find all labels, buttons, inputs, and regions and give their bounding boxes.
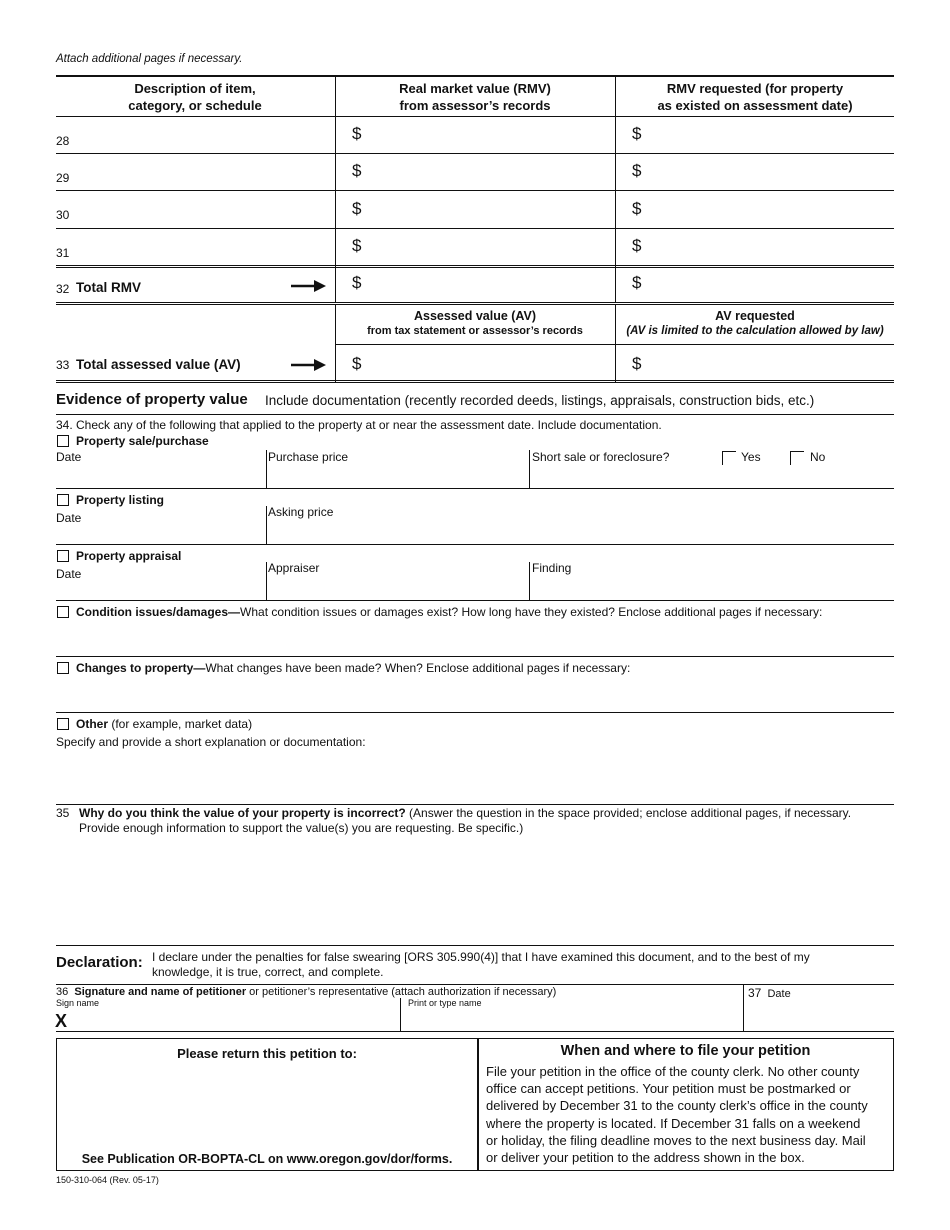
no-label: No <box>810 450 826 464</box>
finding-label: Finding <box>532 561 572 575</box>
right-arrow-icon <box>291 279 327 293</box>
changes-question: What changes have been made? When? Enclose additional pages if necessary: <box>205 661 631 675</box>
row-rule <box>56 302 894 303</box>
short-sale-no-checkbox[interactable] <box>790 451 804 465</box>
q35-line2: Provide enough information to support the value(s) you are requesting. Be specific.) <box>79 821 524 835</box>
changes-to-property-text <box>76 661 630 675</box>
total-rmv-field[interactable] <box>368 269 608 301</box>
field-divider <box>529 450 530 488</box>
date-field[interactable] <box>748 1002 890 1030</box>
row-28-rmv-field[interactable] <box>368 118 608 152</box>
field-divider <box>743 985 744 1031</box>
other-checkbox[interactable] <box>57 718 69 730</box>
file-box-line: delivered by December 31 to the county clerk’s office in the county <box>486 1098 868 1114</box>
total-rmv-label: Total RMV <box>76 280 141 295</box>
sign-x-mark: X <box>55 1011 68 1031</box>
row-28-rmv-requested-field[interactable] <box>648 118 888 152</box>
attach-note: Attach additional pages if necessary. <box>56 53 243 65</box>
right-arrow-icon <box>291 358 327 372</box>
av-header-rule <box>336 344 894 345</box>
signature-label: Signature and name of petitioner <box>74 986 247 998</box>
file-box-line: office can accept petitions. Your petition must be postmarked or <box>486 1081 851 1097</box>
row-29-rmv-field[interactable] <box>368 155 608 189</box>
property-sale-checkbox[interactable] <box>57 435 69 447</box>
other-example: (for example, market data) <box>108 717 253 731</box>
row-rule <box>56 190 894 191</box>
row-31-description-field[interactable] <box>80 230 330 264</box>
declaration-text-2: knowledge, it is true, correct, and complete. <box>152 965 384 979</box>
row-number: 32 <box>56 282 70 296</box>
file-box-title: When and where to file your petition <box>560 1043 811 1059</box>
condition-issues-question: What condition issues or damages exist? How long have they existed? Enclose additional pages if necessary: <box>240 605 823 619</box>
evidence-title: Evidence of property value <box>56 391 248 408</box>
purchase-price-label: Purchase price <box>268 450 349 464</box>
col-rmv-header <box>336 80 614 114</box>
file-box-line: or holiday, the filing deadline moves to the next business day. Mail <box>486 1132 866 1148</box>
other-text <box>76 717 252 731</box>
file-box-line: or deliver your petition to the address shown in the box. <box>486 1150 805 1166</box>
row-rule <box>56 116 894 117</box>
appraiser-field[interactable] <box>270 576 525 598</box>
q35-answer-field[interactable] <box>56 840 894 940</box>
section-rule <box>56 544 894 545</box>
currency-symbol: $ <box>352 161 362 180</box>
row-31-rmv-field[interactable] <box>368 230 608 264</box>
file-box-text <box>486 1063 888 1166</box>
file-box-line: File your petition in the office of the county clerk. No other county <box>486 1064 860 1079</box>
yes-label: Yes <box>741 450 761 464</box>
return-address-field[interactable] <box>70 1066 465 1146</box>
condition-issues-text <box>76 605 822 619</box>
file-box-line: where the property is located. If December 31 falls on a weekend <box>486 1115 861 1131</box>
condition-issues-field[interactable] <box>56 622 894 654</box>
total-av-field[interactable] <box>368 347 608 379</box>
col1-header-line1: Description of item, <box>134 81 256 96</box>
row-rule <box>56 382 894 383</box>
section-rule <box>56 600 894 601</box>
listing-date-label: Date <box>56 511 82 525</box>
row-rule <box>56 153 894 154</box>
row-number: 33 <box>56 358 70 372</box>
sale-date-label: Date <box>56 450 82 464</box>
condition-issues-checkbox[interactable] <box>57 606 69 618</box>
row-30-description-field[interactable] <box>80 192 330 226</box>
form-number: 150-310-064 (Rev. 05-17) <box>56 1175 159 1185</box>
signature-text <box>56 986 556 998</box>
table-top-rule <box>56 75 894 77</box>
other-field[interactable] <box>56 752 894 802</box>
row-28-description-field[interactable] <box>80 118 330 152</box>
field-divider <box>529 562 530 600</box>
currency-symbol: $ <box>352 273 362 292</box>
row-30-rmv-requested-field[interactable] <box>648 192 888 226</box>
av-header-title: Assessed value (AV) <box>413 309 537 323</box>
field-divider <box>400 998 401 1031</box>
changes-label: Changes to property— <box>76 661 206 675</box>
section-rule <box>56 414 894 415</box>
row-rule <box>56 267 894 268</box>
currency-symbol: $ <box>352 124 362 143</box>
other-specify: Specify and provide a short explanation or documentation: <box>56 735 366 749</box>
col3-header-line2: as existed on assessment date) <box>657 98 853 113</box>
property-listing-label: Property listing <box>76 493 165 507</box>
q35-paren: (Answer the question in the space provided; enclose additional pages, if necessary. <box>405 806 852 820</box>
date-label: Date <box>767 988 791 1000</box>
changes-to-property-field[interactable] <box>56 678 894 710</box>
condition-issues-label: Condition issues/damages— <box>76 605 241 619</box>
short-sale-yes-checkbox[interactable] <box>722 451 736 465</box>
currency-symbol: $ <box>632 161 642 180</box>
changes-to-property-checkbox[interactable] <box>57 662 69 674</box>
col2-header-line2: from assessor’s records <box>399 98 551 113</box>
appraisal-date-field[interactable] <box>56 580 261 598</box>
col-description-header <box>56 80 334 114</box>
q35-number: 35 <box>56 806 70 820</box>
col-rmv-requested-header <box>616 80 894 114</box>
av-requested-sub: (AV is limited to the calculation allowed by law) <box>626 325 884 337</box>
section-rule <box>56 945 894 946</box>
print-name-label: Print or type name <box>408 998 482 1008</box>
currency-symbol: $ <box>632 124 642 143</box>
q35-question: Why do you think the value of your property is incorrect? <box>79 806 406 820</box>
currency-symbol: $ <box>352 199 362 218</box>
other-label: Other <box>76 717 109 731</box>
short-sale-label: Short sale or foreclosure? <box>532 450 670 464</box>
sign-name-label: Sign name <box>56 998 100 1008</box>
row-number: 30 <box>56 208 70 222</box>
row-rule <box>56 380 894 381</box>
return-box-title: Please return this petition to: <box>177 1046 357 1061</box>
row-number: 28 <box>56 134 70 148</box>
total-av-label: Total assessed value (AV) <box>76 357 241 372</box>
sale-date-field[interactable] <box>56 464 261 486</box>
currency-symbol: $ <box>352 236 362 255</box>
av-requested-title: AV requested <box>715 309 795 323</box>
date-text <box>748 986 791 1000</box>
row-number: 29 <box>56 171 70 185</box>
currency-symbol: $ <box>632 236 642 255</box>
col3-header-line1: RMV requested (for property <box>666 81 844 96</box>
property-appraisal-checkbox[interactable] <box>57 550 69 562</box>
row-31-rmv-requested-field[interactable] <box>648 230 888 264</box>
col2-header-line1: Real market value (RMV) <box>399 81 551 96</box>
print-name-field[interactable] <box>404 1008 738 1030</box>
q35-question-text <box>79 806 851 820</box>
finding-field[interactable] <box>534 576 890 598</box>
field-divider <box>266 562 267 600</box>
total-av-requested-field[interactable] <box>648 347 888 379</box>
signature-rest: or petitioner’s representative (attach authorization if necessary) <box>246 986 557 998</box>
appraiser-label: Appraiser <box>268 561 320 575</box>
purchase-price-field[interactable] <box>270 464 525 486</box>
property-listing-checkbox[interactable] <box>57 494 69 506</box>
row-rule <box>56 265 894 266</box>
appraisal-date-label: Date <box>56 567 82 581</box>
currency-symbol: $ <box>632 273 642 292</box>
declaration-text-1: I declare under the penalties for false swearing [ORS 305.990(4)] that I have examined this document, and to the best of my <box>152 950 810 964</box>
row-29-description-field[interactable] <box>80 155 330 189</box>
property-sale-label: Property sale/purchase <box>76 434 209 448</box>
evidence-instruction: 34. Check any of the following that applied to the property at or near the assessment date. Include documentation. <box>56 418 662 432</box>
listing-date-field[interactable] <box>56 524 261 542</box>
field-divider <box>266 450 267 488</box>
row-30-rmv-field[interactable] <box>368 192 608 226</box>
av-header-sub: from tax statement or assessor’s records <box>367 325 583 337</box>
asking-price-label: Asking price <box>268 505 334 519</box>
row-number: 31 <box>56 246 70 260</box>
signature-number: 36 <box>56 986 69 998</box>
section-rule <box>56 656 894 657</box>
row-rule <box>56 304 894 305</box>
col1-header-line2: category, or schedule <box>128 98 262 113</box>
total-rmv-requested-field[interactable] <box>648 269 888 301</box>
row-29-rmv-requested-field[interactable] <box>648 155 888 189</box>
section-rule <box>56 1031 894 1032</box>
sign-name-field[interactable] <box>74 1008 396 1030</box>
publication-note: See Publication OR-BOPTA-CL on www.oregon.gov/dor/forms. <box>81 1152 453 1166</box>
currency-symbol: $ <box>632 354 642 373</box>
date-number: 37 <box>748 986 762 1000</box>
field-divider <box>266 506 267 544</box>
section-rule <box>56 712 894 713</box>
section-rule <box>56 984 894 985</box>
evidence-subtitle: Include documentation (recently recorded deeds, listings, appraisals, construction bids, etc.) <box>265 393 815 408</box>
declaration-label: Declaration: <box>56 954 143 971</box>
asking-price-field[interactable] <box>270 520 890 542</box>
row-rule <box>56 228 894 229</box>
section-rule <box>56 804 894 805</box>
property-appraisal-label: Property appraisal <box>76 549 182 563</box>
currency-symbol: $ <box>352 354 362 373</box>
section-rule <box>56 488 894 489</box>
currency-symbol: $ <box>632 199 642 218</box>
